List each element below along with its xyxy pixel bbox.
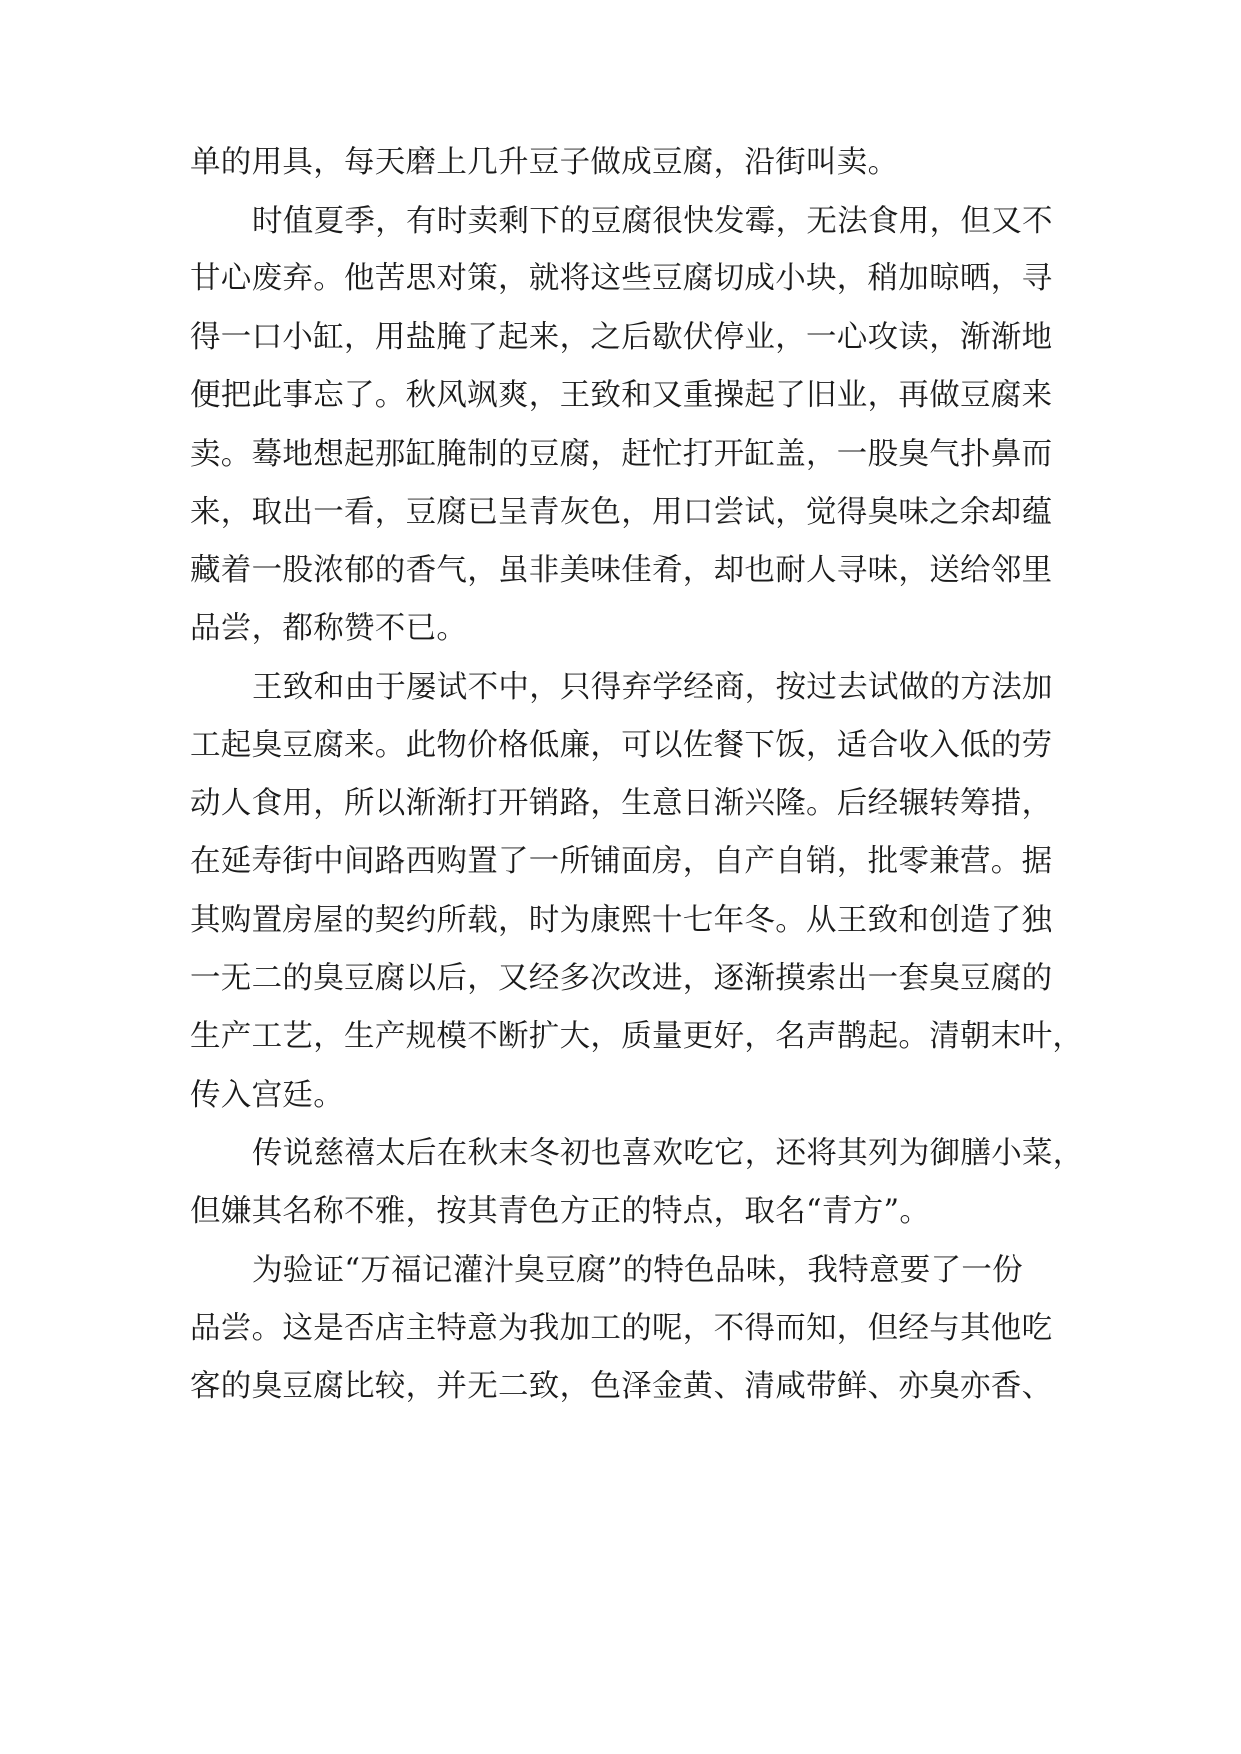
text-line: 品尝，都称赞不已。 [190,611,468,646]
text-line: 甘心废弃。他苦思对策，就将这些豆腐切成小块，稍加晾晒，寻 [190,261,1053,296]
text-line: 藏着一股浓郁的香气，虽非美味佳肴，却也耐人寻味，送给邻里 [190,553,1053,588]
text-line: 在延寿街中间路西购置了一所铺面房，自产自销，批零兼营。据 [190,844,1053,879]
text-line: 生产工艺，生产规模不断扩大，质量更好，名声鹊起。清朝末叶， [190,1019,1084,1054]
text-line: 其购置房屋的契约所载，时为康熙十七年冬。从王致和创造了独 [190,903,1053,938]
text-line: 卖。蓦地想起那缸腌制的豆腐，赶忙打开缸盖，一股臭气扑鼻而 [190,437,1053,472]
text-line: 为验证“万福记灌汁臭豆腐”的特色品味，我特意要了一份 [252,1253,1023,1288]
text-line: 一无二的臭豆腐以后，又经多次改进，逐渐摸索出一套臭豆腐的 [190,961,1053,996]
text-line: 品尝。这是否店主特意为我加工的呢，不得而知，但经与其他吃 [190,1311,1053,1346]
text-line: 时值夏季，有时卖剩下的豆腐很快发霉，无法食用，但又不 [252,204,1053,239]
text-line: 王致和由于屡试不中，只得弃学经商，按过去试做的方法加 [252,670,1053,705]
text-line: 单的用具，每天磨上几升豆子做成豆腐，沿街叫卖。 [190,145,899,180]
text-line: 但嫌其名称不雅，按其青色方正的特点，取名“青方”。 [190,1194,931,1229]
text-line: 客的臭豆腐比较，并无二致，色泽金黄、清咸带鲜、亦臭亦香、 [190,1369,1053,1404]
text-line: 传说慈禧太后在秋末冬初也喜欢吃它，还将其列为御膳小菜， [252,1136,1084,1171]
text-line: 工起臭豆腐来。此物价格低廉，可以佐餐下饭，适合收入低的劳 [190,728,1053,763]
text-line: 便把此事忘了。秋风飒爽，王致和又重操起了旧业，再做豆腐来 [190,378,1053,413]
text-line: 传入宫廷。 [190,1078,344,1113]
text-line: 来，取出一看，豆腐已呈青灰色，用口尝试，觉得臭味之余却蕴 [190,495,1053,530]
text-line: 得一口小缸，用盐腌了起来，之后歇伏停业，一心攻读，渐渐地 [190,320,1053,355]
text-line: 动人食用，所以渐渐打开销路，生意日渐兴隆。后经辗转筹措， [190,786,1053,821]
